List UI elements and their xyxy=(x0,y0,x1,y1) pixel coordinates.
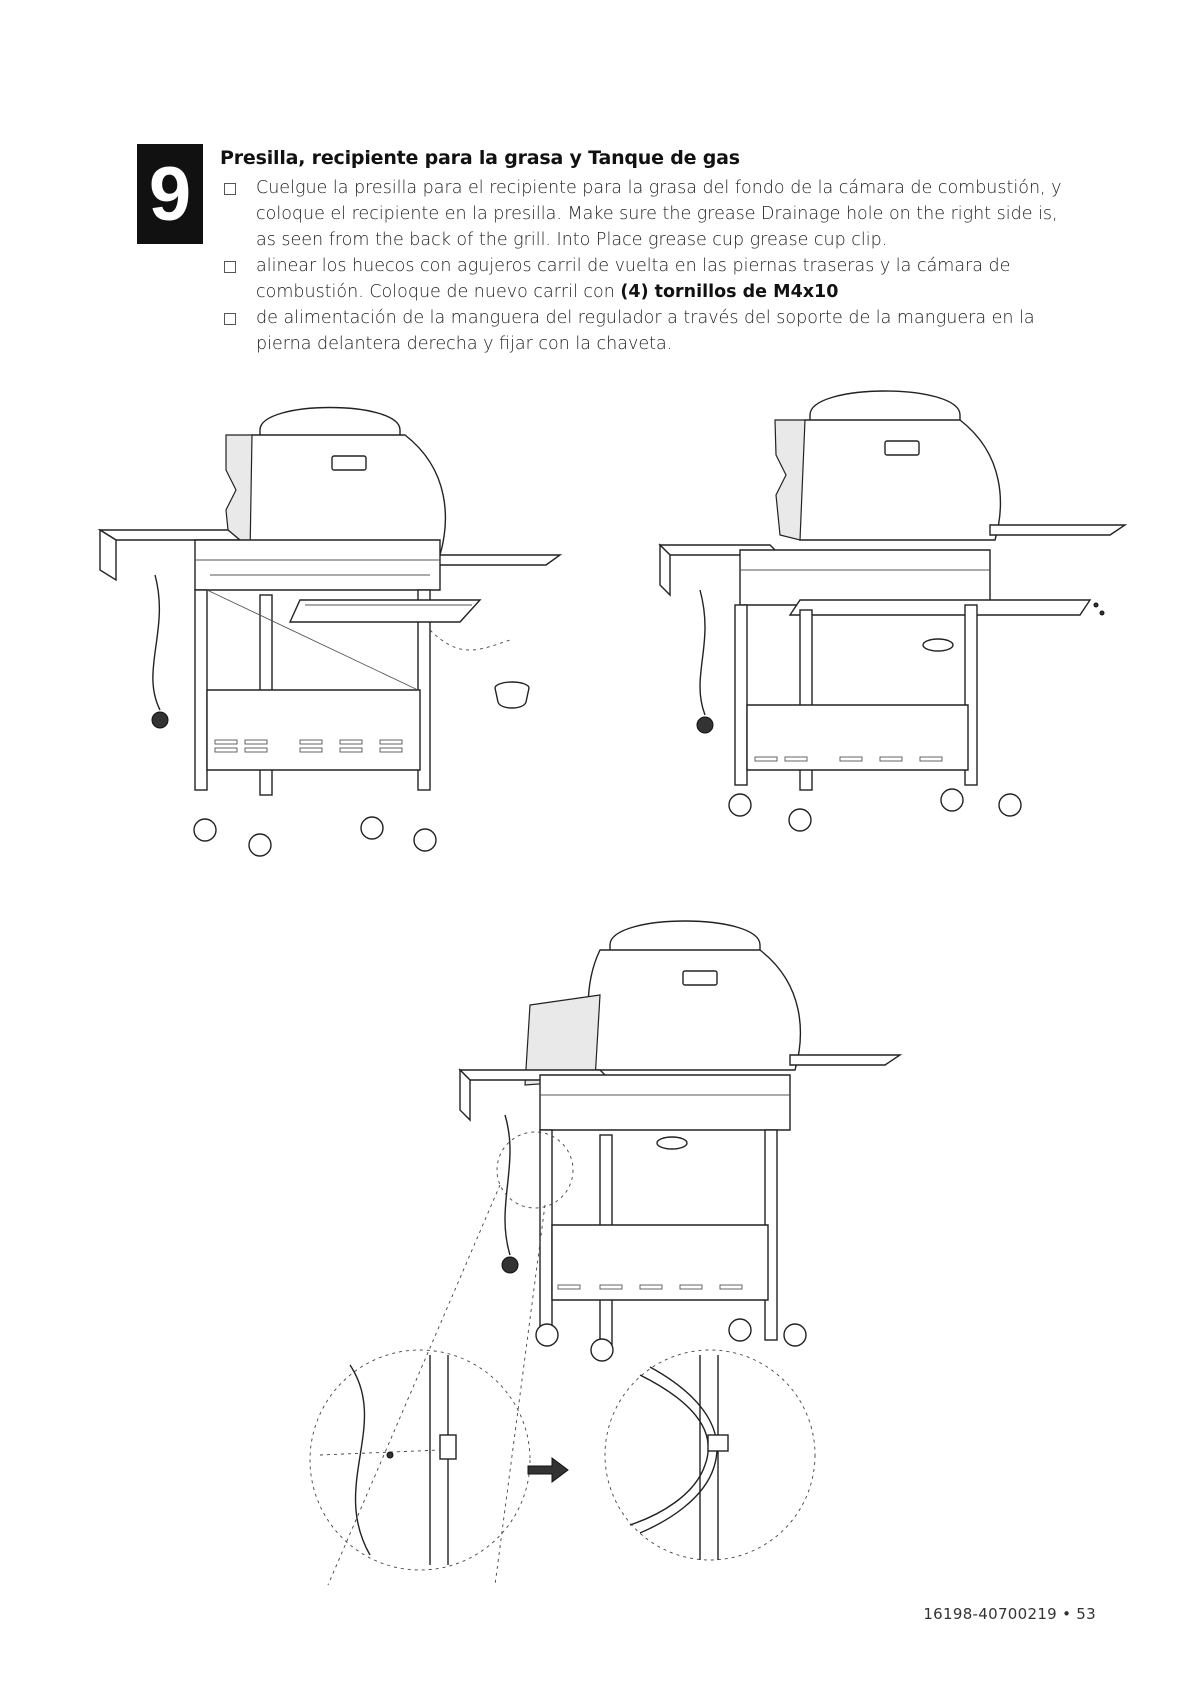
instruction-text: de alimentación de la manguera del regulador a través del soporte de la manguera en la pierna delantera derecha y fijar con la chaveta. xyxy=(256,308,1035,354)
instruction-text: alinear los huecos con agujeros carril de vuelta en las piernas traseras y la cámara de combustión. Coloque de nuevo carril con xyxy=(256,256,1011,302)
detail-after xyxy=(605,1350,815,1560)
arrow-icon xyxy=(528,1458,568,1482)
grill-illustration xyxy=(660,391,1125,831)
instruction-item xyxy=(222,253,1082,305)
checkbox-icon xyxy=(224,261,236,273)
step-number-badge: 9 xyxy=(137,144,203,244)
grill-illustration xyxy=(100,408,560,857)
checkbox-icon xyxy=(224,183,236,195)
instruction-list xyxy=(222,175,1082,357)
instruction-item xyxy=(222,305,1082,357)
figure-rear-rail-install xyxy=(660,375,1120,845)
grease-tray xyxy=(290,600,480,622)
checkbox-icon xyxy=(224,313,236,325)
figure-grease-tray-install xyxy=(100,390,560,860)
grill-illustration xyxy=(328,921,900,1585)
section-title: Presilla, recipiente para la grasa y Tanque de gas xyxy=(220,147,740,169)
document-reference: 16198-40700219 • 53 xyxy=(923,1605,1096,1623)
detail-before xyxy=(310,1350,530,1570)
instruction-text: Cuelgue la presilla para el recipiente para la grasa del fondo de la cámara de combustión, y coloque el recipiente en la presilla. Make sure the grease Drainage hole on the right side is, as seen from the back of the grill. Into Place grease cup grease cup clip. xyxy=(256,178,1062,250)
instruction-item xyxy=(222,175,1082,253)
rear-rail xyxy=(790,600,1104,615)
instruction-text-bold: (4) tornillos de M4x10 xyxy=(620,282,839,302)
figure-hose-clip-install xyxy=(300,905,860,1585)
grease-cup xyxy=(495,682,529,708)
